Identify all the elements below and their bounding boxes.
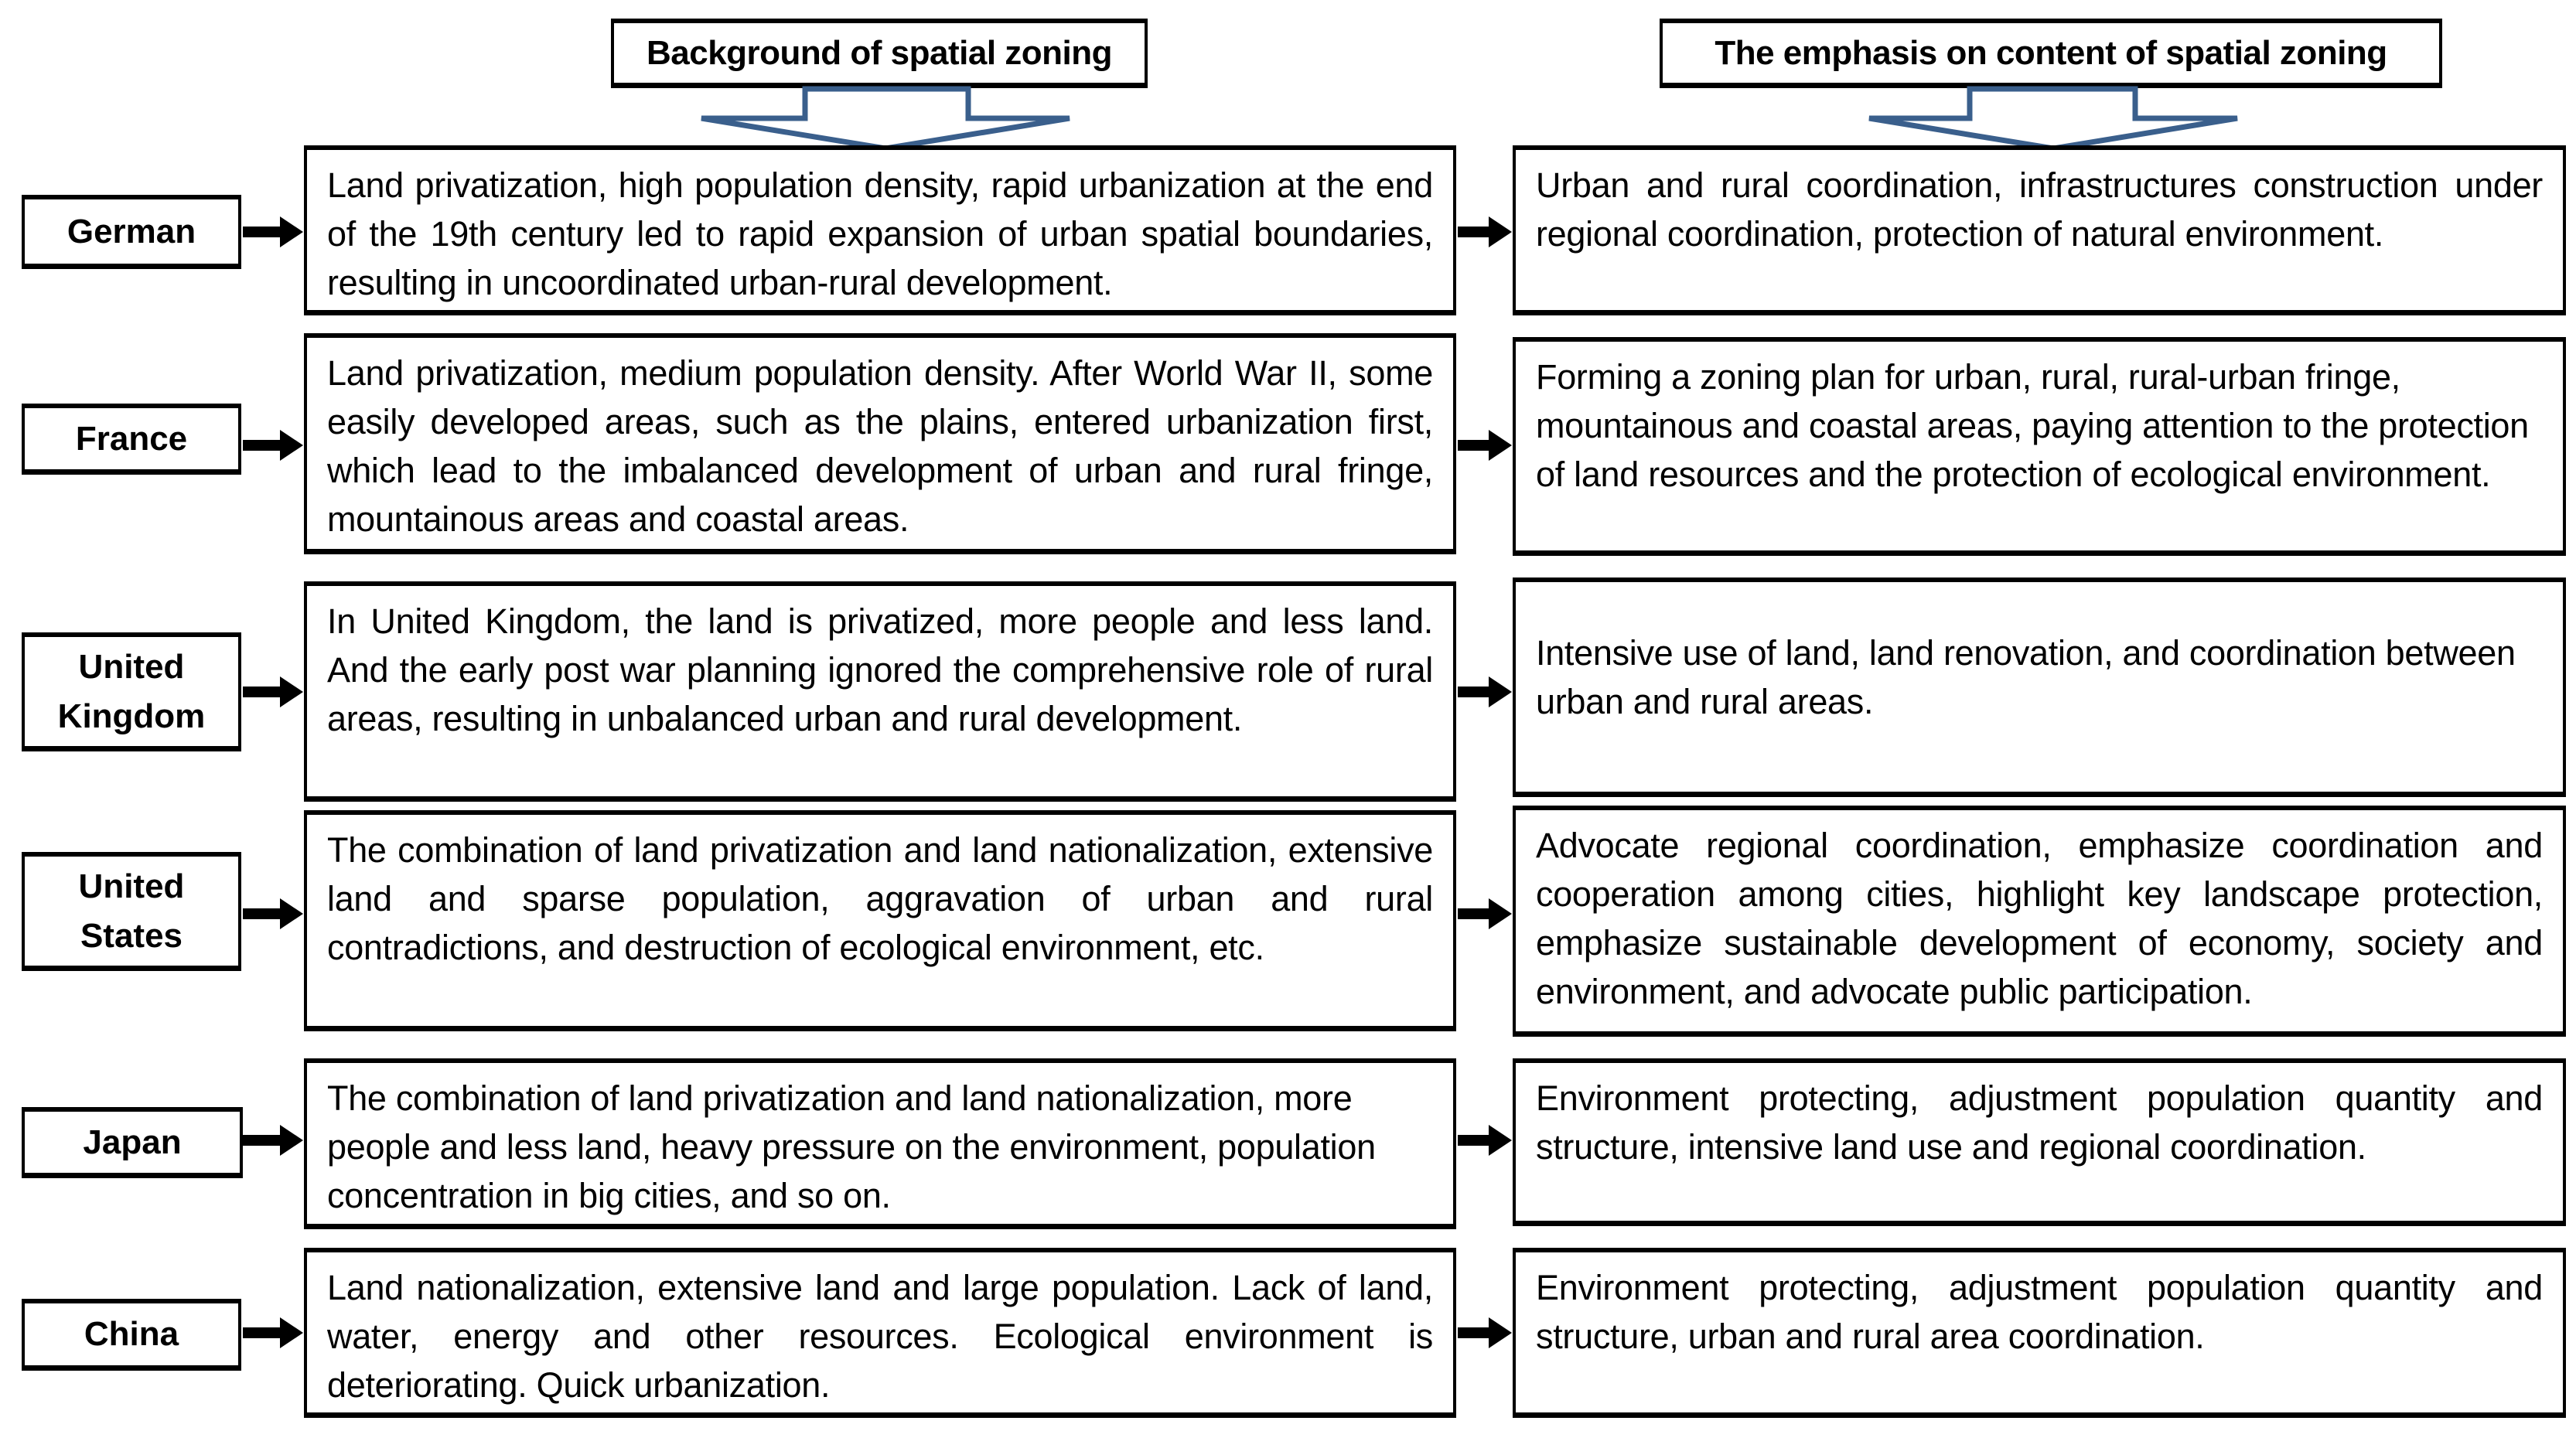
country-box-france: [22, 404, 241, 475]
arrow-right-icon: [1458, 676, 1512, 707]
emphasis-box-german: [1513, 145, 2566, 315]
background-text: Land privatization, medium population density. After World War II, some easily developed areas, such as the plains, entered urbanization first, which lead to the imbalanced development of urban and rural fringe, mountainous areas and coastal areas.: [327, 353, 1433, 539]
arrow-right-icon: [1458, 1317, 1512, 1348]
arrow-right-icon: [1458, 216, 1512, 247]
header-background-of-spatial-zoning: [611, 19, 1148, 88]
background-box-france: [304, 333, 1456, 554]
arrow-right-icon: [243, 1125, 303, 1156]
background-text: The combination of land privatization and land nationalization, extensive land and sparse population, aggravation of urban and rural contradictions, and destruction of ecological environment, etc.: [327, 830, 1433, 967]
country-box-china: [22, 1299, 241, 1371]
emphasis-text: Forming a zoning plan for urban, rural, rural-urban fringe, mountainous and coastal areas, paying attention to the protection of land resources and the protection of ecological environment.: [1536, 357, 2529, 494]
country-label: China: [84, 1315, 179, 1353]
emphasis-text: Environment protecting, adjustment population quantity and structure, intensive land use and regional coordination.: [1536, 1078, 2543, 1167]
header-emphasis-on-content: [1660, 19, 2442, 88]
emphasis-text: Intensive use of land, land renovation, and coordination between urban and rural areas.: [1536, 632, 2516, 721]
country-box-german: [22, 195, 241, 269]
emphasis-box-china: [1513, 1248, 2566, 1418]
background-text: In United Kingdom, the land is privatized, more people and less land. And the early post war planning ignored the comprehensive role of rural areas, resulting in unbalanced urban and rural development.: [327, 601, 1433, 738]
country-box-japan: [22, 1107, 243, 1178]
country-label: Japan: [83, 1123, 182, 1161]
background-text: Land privatization, high population density, rapid urbanization at the end of the 19th century led to rapid expansion of urban spatial boundaries, resulting in uncoordinated urban-rural development.: [327, 165, 1433, 302]
background-text: Land nationalization, extensive land and large population. Lack of land, water, energy and other resources. Ecological environment is deteriorating. Quick urbanization.: [327, 1268, 1433, 1405]
down-arrow-icon: [700, 87, 1071, 150]
arrow-right-icon: [1458, 1125, 1512, 1156]
emphasis-box-united-states: [1513, 806, 2566, 1037]
background-box-japan: [304, 1058, 1456, 1229]
arrow-right-icon: [243, 1317, 303, 1348]
arrow-right-icon: [1458, 898, 1512, 929]
background-box-united-states: [304, 810, 1456, 1031]
emphasis-box-japan: [1513, 1058, 2566, 1226]
country-label: France: [75, 419, 188, 458]
country-box-united-kingdom: [22, 632, 241, 751]
emphasis-box-france: [1513, 337, 2566, 556]
header-background-label: Background of spatial zoning: [646, 33, 1113, 72]
arrow-right-icon: [1458, 430, 1512, 461]
arrow-right-icon: [243, 676, 303, 707]
header-emphasis-label: The emphasis on content of spatial zoning: [1714, 33, 2387, 72]
arrow-right-icon: [243, 216, 303, 247]
background-text: The combination of land privatization and land nationalization, more people and less land, heavy pressure on the environment, population concentration in big cities, and so on.: [327, 1078, 1376, 1215]
background-box-china: [304, 1248, 1456, 1418]
country-label: German: [67, 212, 196, 250]
emphasis-text: Urban and rural coordination, infrastructures construction under regional coordination, protection of natural environment.: [1536, 165, 2543, 254]
emphasis-text: Advocate regional coordination, emphasize coordination and cooperation among cities, highlight key landscape protection, emphasize sustainable development of economy, society and environment, and advocate public participation.: [1536, 826, 2543, 1011]
country-label: United Kingdom: [57, 647, 206, 735]
emphasis-text: Environment protecting, adjustment population quantity and structure, urban and rural area coordination.: [1536, 1268, 2543, 1356]
country-box-united-states: [22, 852, 241, 971]
background-box-german: [304, 145, 1456, 315]
arrow-right-icon: [243, 430, 303, 461]
background-box-united-kingdom: [304, 581, 1456, 802]
country-label: United States: [78, 867, 185, 955]
arrow-right-icon: [243, 898, 303, 929]
emphasis-box-united-kingdom: [1513, 578, 2566, 797]
down-arrow-icon: [1868, 87, 2239, 150]
